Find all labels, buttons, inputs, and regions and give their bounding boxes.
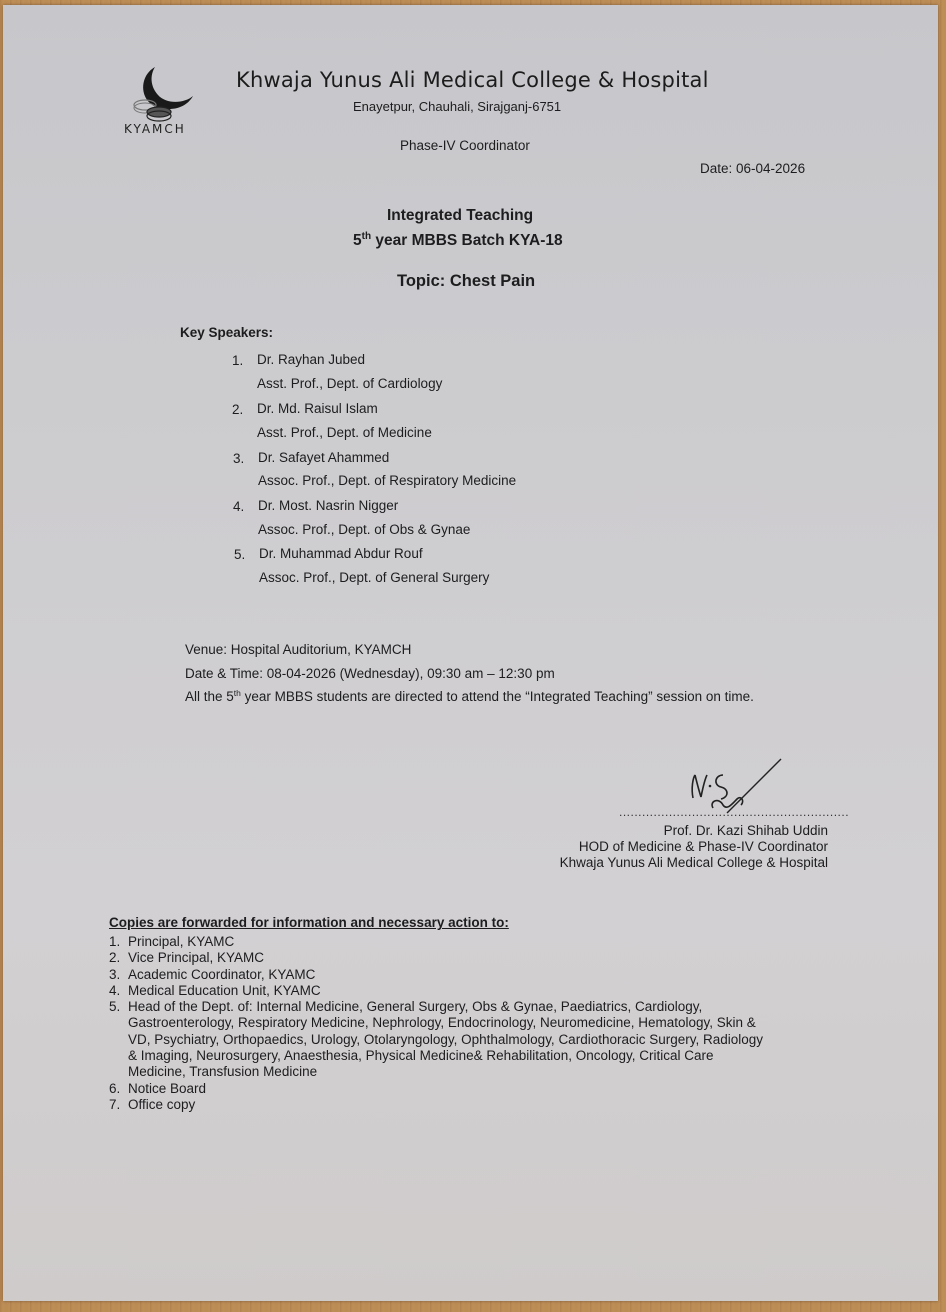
date-time: Date & Time: 08-04-2026 (Wednesday), 09:30 am – 12:30 pm — [185, 666, 555, 681]
speaker-name: Dr. Most. Nasrin Nigger — [258, 498, 399, 513]
batch-ordinal: 5 — [353, 232, 362, 249]
speaker-name: Dr. Rayhan Jubed — [257, 352, 366, 367]
directive-ordinal-suffix: th — [233, 688, 241, 698]
speaker-name: Dr. Safayet Ahammed — [258, 450, 390, 465]
directive-start: All the 5 — [185, 689, 234, 704]
signatory-name: Prof. Dr. Kazi Shihab Uddin — [663, 823, 828, 838]
item-number: 6. — [109, 1080, 121, 1096]
crescent-moon-icon — [115, 63, 210, 123]
speaker-role: Asst. Prof., Dept. of Medicine — [257, 425, 432, 440]
speaker-role: Assoc. Prof., Dept. of Obs & Gynae — [258, 522, 471, 537]
copies-heading: Copies are forwarded for information and necessary action to: — [109, 915, 509, 930]
speakers-heading: Key Speakers: — [180, 325, 274, 340]
college-address: Enayetpur, Chauhali, Sirajganj-6751 — [353, 99, 562, 114]
list-item — [109, 983, 769, 999]
item-text: Notice Board — [128, 1080, 207, 1096]
item-number: 4. — [109, 982, 121, 998]
speaker-number: 4. — [233, 499, 245, 514]
speaker-number: 5. — [234, 547, 246, 562]
list-item — [109, 934, 769, 950]
batch-line — [353, 231, 563, 250]
item-number: 2. — [109, 950, 121, 966]
college-name: Khwaja Yunus Ali Medical College & Hospital — [236, 68, 709, 92]
document-page — [3, 5, 938, 1301]
speaker-role: Assoc. Prof., Dept. of Respiratory Medicine — [258, 473, 517, 488]
attendance-directive — [185, 688, 754, 704]
item-text: Medical Education Unit, KYAMC — [128, 982, 321, 998]
speaker-number: 3. — [233, 451, 245, 466]
signature-line: ............................................................ — [619, 805, 850, 819]
batch-text: year MBBS Batch KYA-18 — [371, 232, 563, 249]
copies-list — [109, 934, 769, 1113]
item-number: 7. — [109, 1096, 121, 1112]
speaker-role: Assoc. Prof., Dept. of General Surgery — [259, 570, 490, 585]
signatory-role: HOD of Medicine & Phase-IV Coordinator — [578, 839, 828, 854]
item-text: Office copy — [128, 1096, 196, 1112]
topic: Topic: Chest Pain — [397, 272, 536, 290]
speaker-number: 2. — [232, 402, 244, 417]
list-item — [109, 999, 769, 1080]
logo-text: KYAMCH — [124, 122, 186, 136]
notice-title: Integrated Teaching — [387, 207, 534, 224]
batch-ordinal-suffix: th — [361, 231, 372, 242]
item-text: Vice Principal, KYAMC — [128, 950, 265, 966]
speaker-name: Dr. Md. Raisul Islam — [257, 401, 378, 416]
issue-date: Date: 06-04-2026 — [700, 161, 806, 176]
item-number: 5. — [109, 999, 121, 1015]
item-text: Academic Coordinator, KYAMC — [128, 966, 316, 982]
issuing-office: Phase-IV Coordinator — [400, 138, 530, 153]
item-text: Principal, KYAMC — [128, 934, 235, 949]
list-item — [109, 1097, 769, 1113]
item-text: Head of the Dept. of: Internal Medicine, General Surgery, Obs & Gynae, Paediatrics, Cardiology, Gastroenterology, Respiratory Medicine, Nephrology, Endocrinology, Neuromedicine, Hematology, Skin & VD, Psychiatry, Orthopaedics, Urology, Otolaryngology, Ophthalmology, Cardiothoracic Surgery, Radiology & Imaging, Neurosurgery, Anaesthesia, Physical Medicine& Rehabilitation, Oncology, Critical Care Medicine, Transfusion Medicine — [128, 999, 764, 1080]
speaker-role: Asst. Prof., Dept. of Cardiology — [257, 376, 443, 391]
speaker-name: Dr. Muhammad Abdur Rouf — [259, 546, 423, 561]
item-number: 1. — [109, 934, 121, 949]
list-item — [109, 950, 769, 966]
list-item — [109, 967, 769, 983]
college-logo — [115, 63, 210, 143]
directive-end: year MBBS students are directed to attend the “Integrated Teaching” session on time. — [240, 689, 754, 704]
venue: Venue: Hospital Auditorium, KYAMCH — [185, 642, 412, 657]
list-item — [109, 1081, 769, 1097]
speaker-number: 1. — [232, 353, 244, 368]
item-number: 3. — [109, 966, 121, 982]
signatory-institution: Khwaja Yunus Ali Medical College & Hospital — [559, 855, 828, 870]
